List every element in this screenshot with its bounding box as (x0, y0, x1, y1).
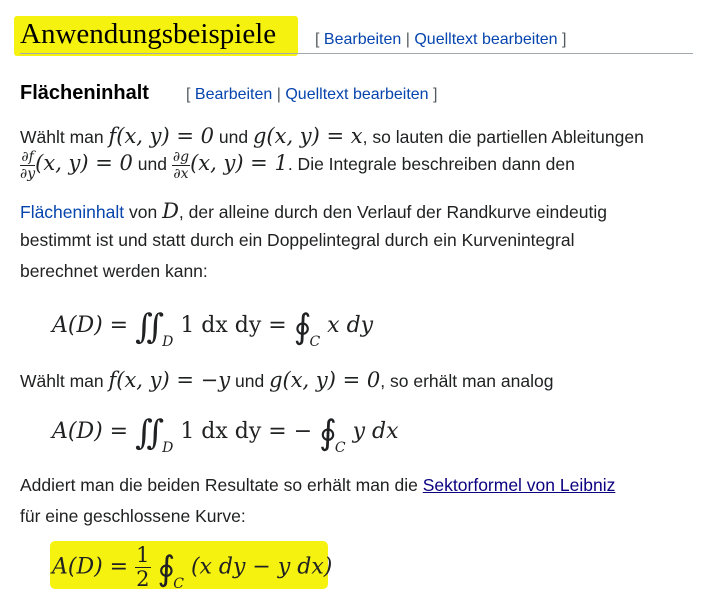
section-edit-link[interactable]: Bearbeiten (323, 31, 402, 48)
subsection-edit-links: [ Bearbeiten | Quelltext bearbeiten ] (186, 86, 438, 103)
paragraph-1-line-5: berechnet werden kann: (20, 261, 208, 281)
double-integral-symbol: ∬ (135, 413, 165, 453)
paragraph-1-line-4: bestimmt ist und statt durch ein Doppelintegral durch ein Kurvenintegral (20, 230, 575, 250)
paragraph-1-line-3: Flächeninhalt von D, der alleine durch den Verlauf der Randkurve eindeutig (20, 199, 607, 223)
paragraph-1-line-2: $\frac{\partial f}{\partial y}$ (x, y) = 0 und $\frac{\partial g}{\partial x}$ (x, y) = 1. Die Integrale beschreiben dann den (20, 149, 575, 182)
link-sektorformel-leibniz[interactable]: Sektorformel von Leibniz (422, 475, 616, 495)
double-integral-symbol: ∬ (135, 307, 165, 347)
link-flaecheninhalt[interactable]: Flächeninhalt (20, 202, 125, 222)
paragraph-3-line-2: für eine geschlossene Kurve: (20, 506, 246, 526)
contour-integral-symbol: ∮ (293, 307, 312, 347)
section-edit-links: [ Bearbeiten | Quelltext bearbeiten ] (315, 31, 567, 48)
formula-area-1: $A(D) = ∬_D$ 1 dx dy = $∮_C$ x dy (52, 307, 374, 350)
section-source-edit-link[interactable]: Quelltext bearbeiten (414, 31, 558, 48)
partial-fraction: $\frac{\partial f}{\partial y}$ (20, 149, 36, 182)
section-heading: Anwendungsbeispiele (20, 18, 277, 50)
math-inline: g(x, y) = x (252, 124, 363, 148)
heading-divider (20, 53, 693, 54)
partial-fraction: $\frac{\partial g}{\partial x}$ (172, 149, 190, 182)
subsection-heading: Flächeninhalt (20, 82, 149, 104)
contour-integral-symbol: ∮ (319, 413, 337, 453)
one-half-fraction: $\frac{1}{2}$ (136, 543, 150, 591)
formula-area-2: $A(D) = ∬_D$ 1 dx dy = − $∮_C$ y dx (52, 413, 399, 456)
paragraph-3-line-1: Addiert man die beiden Resultate so erhält man die Sektorformel von Leibniz (20, 475, 616, 495)
math-inline: f(x, y) = 0 (108, 124, 215, 148)
paragraph-2: Wählt man f(x, y) = −y und g(x, y) = 0, so erhält man analog (20, 368, 554, 392)
paragraph-1-line-1: Wählt man f(x, y) = 0 und g(x, y) = x, so lauten die partiellen Ableitungen (20, 124, 644, 148)
contour-integral-symbol: ∮ (157, 548, 176, 589)
subsection-edit-link[interactable]: Bearbeiten (194, 86, 273, 103)
subsection-source-edit-link[interactable]: Quelltext bearbeiten (285, 86, 429, 103)
formula-leibniz: A(D) = $\frac{1}{2}$ $∮_C$ (x dy − y dx) (52, 543, 333, 592)
